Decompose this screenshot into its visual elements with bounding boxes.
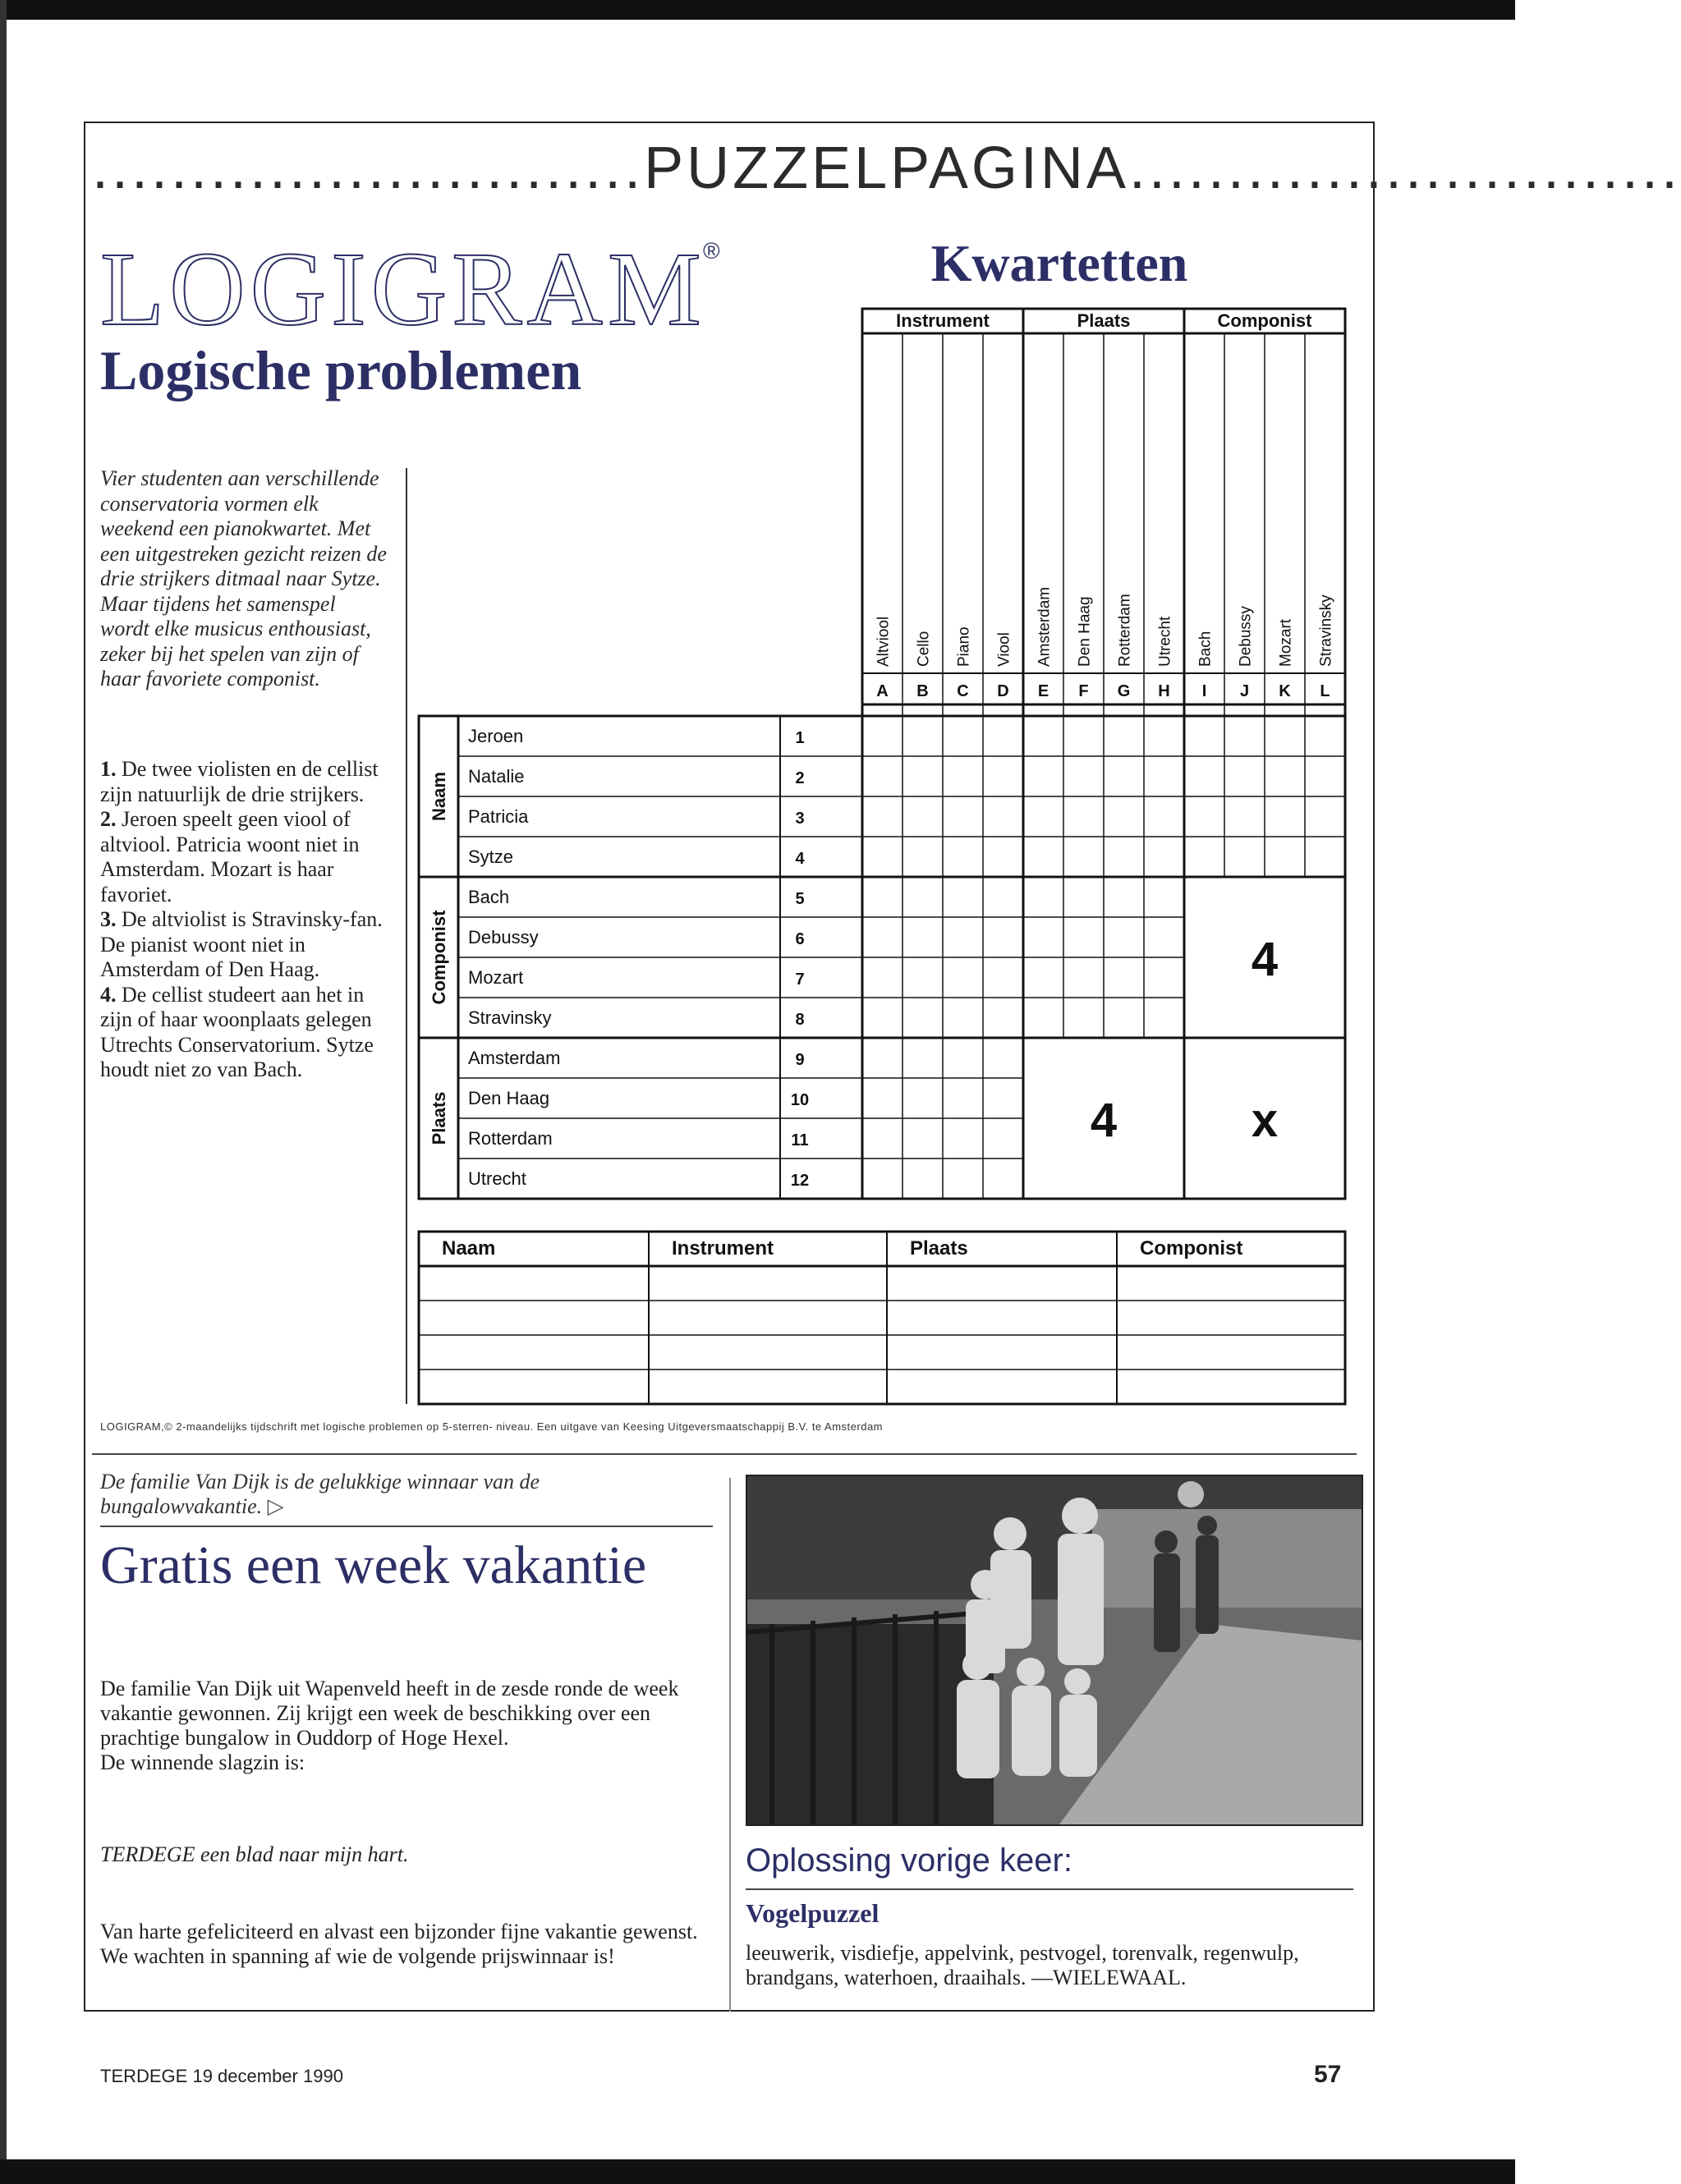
- column-group-label: Instrument: [896, 310, 990, 331]
- footer-issue: TERDEGE 19 december 1990: [100, 2066, 343, 2086]
- clue-list: [100, 757, 389, 1083]
- scan-top-border: [0, 0, 1515, 20]
- row-number: 8: [795, 1011, 805, 1029]
- column-letter: J: [1239, 682, 1250, 700]
- answer-table-header: Instrument: [672, 1237, 774, 1259]
- column-letter: K: [1279, 682, 1291, 700]
- column-label: Debussy: [1237, 606, 1255, 667]
- photo-illustration: [747, 1476, 1362, 1824]
- row-label: Patricia: [468, 806, 529, 827]
- clue-3: 3. De altviolist is Stravinsky-fan. De pianist woont niet in Amsterdam of Den Haag.: [100, 907, 383, 981]
- row-group-label: Componist: [429, 910, 449, 1005]
- row-label: Bach: [468, 887, 510, 907]
- row-label: Den Haag: [468, 1088, 550, 1108]
- row-number: 2: [795, 769, 805, 787]
- solution-answer: leeuwerik, visdiefje, appelvink, pestvogel, torenvalk, regenwulp, brandgans, waterhoen, draaihals. —WIELEWAAL.: [746, 1941, 1299, 1989]
- column-label: Den Haag: [1076, 596, 1094, 667]
- column-group-label: Componist: [1217, 310, 1312, 331]
- row-label: Utrecht: [468, 1168, 526, 1189]
- row-label: Rotterdam: [468, 1128, 553, 1149]
- row-label: Jeroen: [468, 726, 524, 746]
- column-letter: L: [1320, 682, 1330, 700]
- column-letter: A: [876, 682, 889, 700]
- row-number: 3: [795, 810, 805, 828]
- column-label: Rotterdam: [1116, 594, 1134, 667]
- answer-table-header: Plaats: [910, 1237, 968, 1259]
- componist-componist-mark: 4: [1251, 933, 1279, 986]
- row-group-label: Naam: [429, 772, 449, 821]
- column-label: Bach: [1196, 631, 1215, 667]
- column-letter: B: [916, 682, 929, 700]
- column-divider: [406, 468, 407, 1404]
- column-label: Utrecht: [1156, 616, 1174, 667]
- row-label: Mozart: [468, 967, 524, 988]
- promo-body: De familie Van Dijk uit Wapenveld heeft in de zesde ronde de week vakantie gewonnen. Zij krijgt een week de beschikking over een prachtige bungalow in Ouddorp of Hoge Hexel. De winnende slagzin is:: [100, 1677, 679, 1774]
- column-letter: H: [1158, 682, 1170, 700]
- promo-title: Gratis een week vakantie: [100, 1535, 647, 1595]
- credit-line: LOGIGRAM,© 2-maandelijks tijdschrift met logische problemen op 5-sterren- niveau. Een uitgave van Keesing Uitgeversmaatschappij B.V. te Amsterdam: [100, 1420, 884, 1433]
- trademark-mark: ®: [703, 238, 720, 264]
- row-label: Sytze: [468, 847, 514, 867]
- answer-table-header: Componist: [1140, 1237, 1243, 1259]
- row-number: 9: [795, 1051, 805, 1069]
- column-label: Mozart: [1277, 618, 1295, 667]
- row-label: Stravinsky: [468, 1007, 552, 1028]
- column-label: Cello: [915, 631, 933, 667]
- plaats-componist-mark: x: [1251, 1094, 1279, 1147]
- arrow-right-icon: ▷: [267, 1494, 284, 1518]
- row-label: Amsterdam: [468, 1048, 561, 1068]
- answer-table-header: Naam: [442, 1237, 496, 1259]
- row-number: 11: [791, 1131, 809, 1149]
- puzzle-title: Kwartetten: [930, 234, 1188, 292]
- row-number: 5: [795, 890, 805, 908]
- clue-4: 4. De cellist studeert aan het in zijn of haar woonplaats gelegen Utrechts Conservatorium. Sytze houdt niet zo van Bach.: [100, 982, 374, 1081]
- scan-bottom-border: [0, 2159, 1515, 2184]
- column-letter: E: [1037, 682, 1049, 700]
- logigram-subtitle: Logische problemen: [100, 339, 582, 401]
- promo-divider: [729, 1478, 731, 2012]
- clue-2: 2. Jeroen speelt geen viool of altviool. Patricia woont niet in Amsterdam. Mozart is haar favoriet.: [100, 807, 360, 906]
- logigram-logo: LOGIGRAM: [100, 231, 706, 347]
- row-number: 12: [790, 1172, 810, 1190]
- column-letter: I: [1201, 682, 1207, 700]
- puzzle-intro: Vier studenten aan verschillende conservatoria vormen elk weekend een pianokwartet. Met een uitgestreken gezicht reizen de drie strijkers ditmaal naar Sytze. Maar tijdens het samenspel wordt elke musicus enthousiast, zeker bij het spelen van zijn of haar favoriete componist.: [100, 466, 387, 691]
- solution-divider: [746, 1888, 1353, 1890]
- winning-slogan: TERDEGE een blad naar mijn hart.: [100, 1842, 409, 1866]
- row-label: Natalie: [468, 766, 525, 787]
- column-letter: C: [957, 682, 969, 700]
- clue-1: 1. De twee violisten en de cellist zijn natuurlijk de drie strijkers.: [100, 757, 379, 806]
- column-group-label: Plaats: [1077, 310, 1131, 331]
- column-label: Piano: [955, 626, 973, 667]
- page-header: ............................PUZZELPAGINA............................: [92, 135, 1681, 201]
- photo-caption: De familie Van Dijk is de gelukkige winnaar van de bungalowvakantie. ▷: [100, 1470, 540, 1518]
- page-number: 57: [1314, 2061, 1342, 2088]
- row-number: 6: [795, 930, 805, 948]
- row-label: Debussy: [468, 927, 539, 947]
- scan-left-edge: [0, 0, 7, 2184]
- row-number: 7: [795, 970, 805, 989]
- plaats-plaats-mark: 4: [1090, 1094, 1118, 1147]
- solution-puzzle-name: Vogelpuzzel: [746, 1898, 880, 1928]
- row-number: 1: [795, 729, 805, 747]
- row-number: 4: [795, 850, 805, 868]
- column-label: Stravinsky: [1317, 594, 1335, 667]
- solution-heading: Oplossing vorige keer:: [746, 1842, 1072, 1879]
- caption-divider: [100, 1526, 713, 1527]
- row-group-label: Plaats: [429, 1091, 449, 1145]
- section-divider: [92, 1453, 1357, 1455]
- column-letter: D: [997, 682, 1009, 700]
- promo-closing: Van harte gefeliciteerd en alvast een bijzonder fijne vakantie gewenst. We wachten in spanning af wie de volgende prijswinnaar is!: [100, 1920, 698, 1968]
- winner-photo: [746, 1475, 1363, 1826]
- logic-grid: [419, 299, 1363, 1415]
- column-letter: G: [1117, 682, 1131, 700]
- column-label: Viool: [995, 632, 1013, 667]
- column-label: Altviool: [875, 616, 893, 667]
- column-label: Amsterdam: [1036, 586, 1054, 667]
- row-number: 10: [790, 1091, 810, 1109]
- column-letter: F: [1078, 682, 1089, 700]
